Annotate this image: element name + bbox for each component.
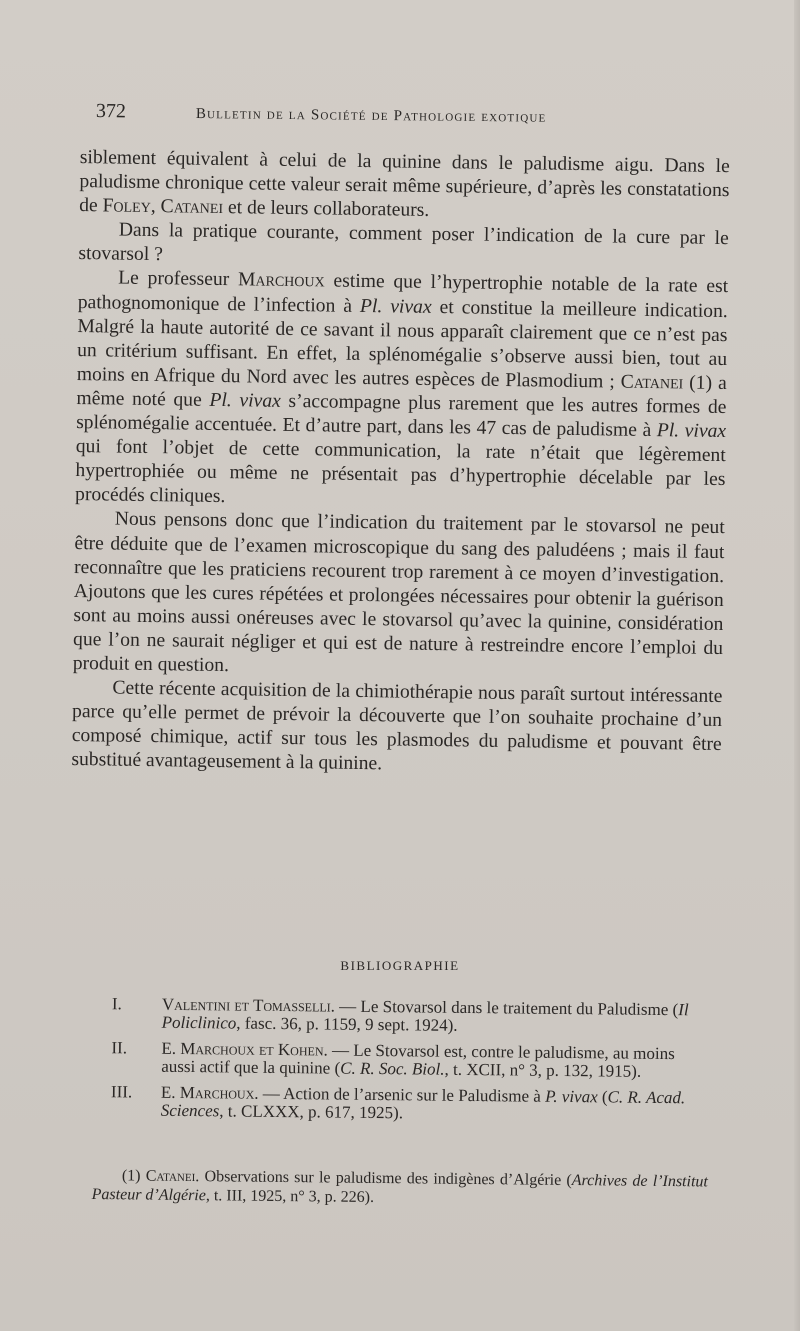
entry-authors: E. Marchoux. xyxy=(160,1082,259,1103)
page-header xyxy=(96,100,656,136)
body-text xyxy=(71,146,730,781)
bibliography-heading: BIBLIOGRAPHIE xyxy=(340,958,460,973)
species-name: Pl. vivax xyxy=(209,389,281,412)
page-number: 372 xyxy=(95,100,126,123)
bibliography-entry: III. E. Marchoux. — Action de l’arsenic sur le Paludisme à P. vivax (C. R. Acad. Sciences, t. CLXXX, p. 617, 1925). xyxy=(110,1082,686,1123)
entry-authors: Valentini et Tomasselli. xyxy=(161,994,336,1016)
paragraph-3: Le professeur Marchoux estime que l’hypertrophie notable de la rate est pathognomonique de l’infection à Pl. vivax et constitue la meilleure indication. Malgré la haute autorité de ce savant il nous apparaît clairement que ce n’est pas un critérium suffisant. En effet, la splénomégalie s’observe aussi bien, tout au moins en Afrique du Nord avec les autres espèces de Plasmodium ; Catanei (1) a même noté que Pl. vivax s’accompagne plus rarement que les autres formes de splénomégalie accentuée. Et d’autre part, dans les 47 cas de paludisme à Pl. vivax qui font l’objet de cette communication, la rate n’était que légèrement hypertrophiée ou même ne présentait pas d’hypertrophie décelable par les procédés cliniques. xyxy=(74,268,729,508)
entry-journal: Il Policlinico xyxy=(161,1000,689,1033)
author-name: Foley xyxy=(102,195,151,218)
entry-number: II. xyxy=(111,1038,128,1058)
footnote-source: Archives de l’Institut Pasteur d’Algérie xyxy=(91,1172,708,1205)
author-name: Catanei xyxy=(620,371,684,394)
entry-journal: C. R. Soc. Biol. xyxy=(340,1058,445,1079)
page-edge xyxy=(794,0,800,1331)
entry-authors: E. Marchoux et Kohen. xyxy=(161,1038,328,1060)
paragraph-4: Nous pensons donc que l’indication du traitement par le stovarsol ne peut être déduite que de l’examen microscopique du sang des paludéens ; mais il faut reconnaître que les praticiens recourent trop rarement à ce moyen d’investigation. Ajoutons que les cures répétées et prolongées nécessaires pour obtenir la guérison sont au moins aussi onéreuses avec le stovarsol qu’avec la quinine, considération que l’on ne saurait négliger et qui est de nature à restreindre encore l’emploi du produit en question. xyxy=(72,508,725,677)
running-title: Bulletin de la Société de Pathologie exotique xyxy=(195,106,547,126)
footnote-mark: (1) xyxy=(121,1167,141,1185)
paragraph-1: siblement équivalent à celui de la quinine dans le paludisme aigu. Dans le paludisme chronique cette valeur serait même supérieure, d’après les constatations de Foley, Catanei et de leurs collaborateurs. xyxy=(79,146,730,222)
author-name: Catanei xyxy=(160,196,224,219)
author-name: Marchoux xyxy=(237,269,325,292)
entry-number: I. xyxy=(111,994,122,1014)
entry-number: III. xyxy=(110,1082,133,1102)
footnote: (1) Catanei. Observations sur le paludisme des indigènes d’Algérie (Archives de l’Institut Pasteur d’Algérie, t. III, 1925, n° 3, p. 226). xyxy=(91,1167,708,1206)
entry-journal: C. R. Acad. Sciences xyxy=(160,1087,686,1121)
species-name: Pl. vivax xyxy=(359,295,432,318)
paragraph-2: Dans la pratique courante, comment poser l’indication de la cure par le stovarsol ? xyxy=(78,219,729,266)
paragraph-5: Cette récente acquisition de la chimiothérapie nous paraît surtout intéressante parce qu’elle permet de prévoir la découverte que l’on souhaite prochaine d’un composé chimique, actif sur tous les plasmodes du paludisme et pouvant être substitué avantageusement à la quinine. xyxy=(71,677,723,775)
bibliography-entry: I. Valentini et Tomasselli. — Le Stovarsol dans le traitement du Paludisme (Il Policlinico, fasc. 36, p. 1159, 9 sept. 1924). xyxy=(111,994,689,1035)
bibliography-list xyxy=(89,995,710,1133)
species-name: Pl. vivax xyxy=(656,420,727,443)
author-name: Catanei xyxy=(145,1167,196,1186)
bibliography-entry: II. E. Marchoux et Kohen. — Le Stovarsol est, contre le paludisme, au moins aussi actif que la quinine (C. R. Soc. Biol., t. XCII, n° 3, p. 132, 1915). xyxy=(111,1038,675,1081)
species-name: P. vivax xyxy=(545,1086,598,1107)
